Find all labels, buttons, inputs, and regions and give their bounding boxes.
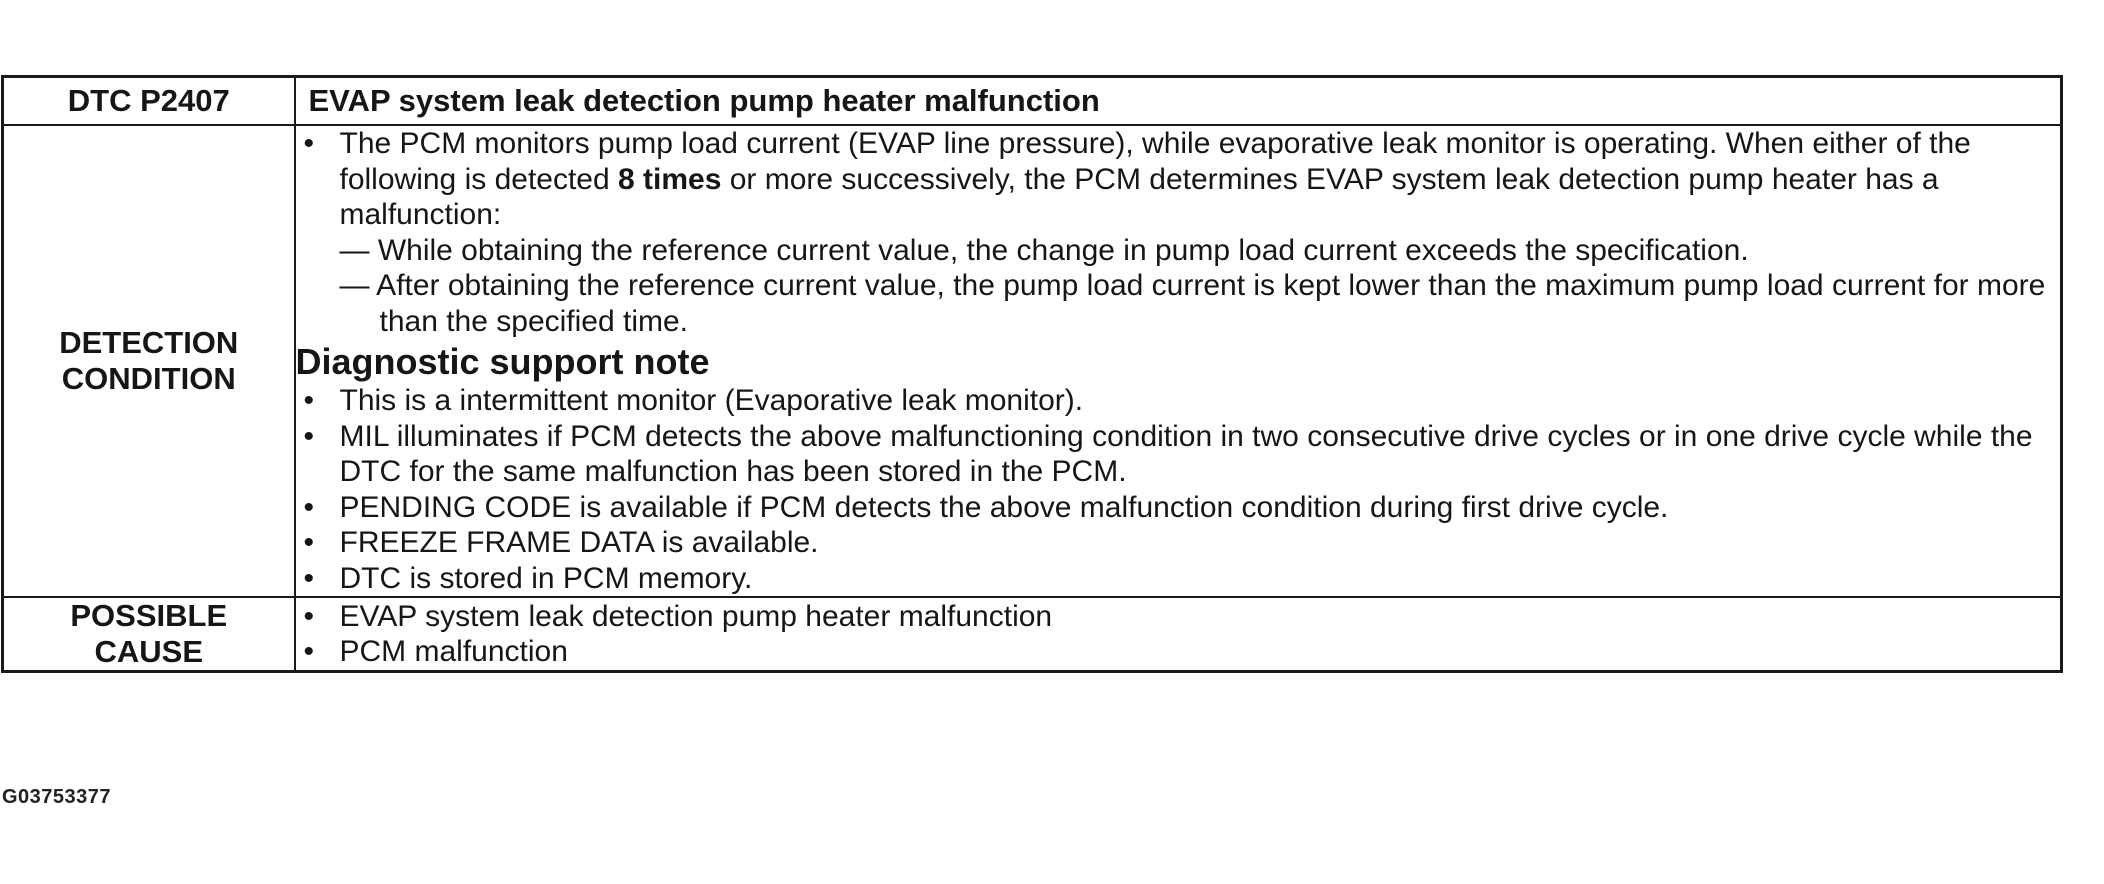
detection-condition-content — [295, 125, 2062, 597]
note-text: PENDING CODE is available if PCM detects the above malfunction condition during first drive cycle. — [339, 490, 1669, 524]
note-item — [296, 525, 2061, 561]
dtc-table — [1, 75, 2063, 673]
note-item — [296, 419, 2061, 490]
detection-bullet-list — [296, 126, 2061, 339]
bullet-icon: • — [303, 599, 315, 633]
detection-condition-label — [3, 125, 295, 597]
detection-text-after: or more successively, the PCM determines EVAP system leak detection pump heater has a malfunction: — [339, 162, 1939, 231]
detection-condition-row — [3, 125, 2062, 597]
dtc-header-row — [3, 77, 2062, 126]
bullet-icon: • — [303, 561, 315, 595]
cause-item — [296, 634, 2061, 670]
note-text: This is a intermittent monitor (Evaporative leak monitor). — [339, 384, 1084, 417]
possible-cause-label — [3, 597, 295, 672]
note-item — [296, 383, 2061, 419]
dash-item: — While obtaining the reference current value, the change in pump load current exceeds the specification. — [339, 233, 1749, 267]
cause-item — [296, 599, 2061, 635]
possible-cause-content — [295, 597, 2062, 672]
dtc-title: EVAP system leak detection pump heater malfunction — [295, 77, 2062, 126]
note-text: MIL illuminates if PCM detects the above malfunctioning condition in two consecutive drive cycles or in one drive cycle while the DTC for the same malfunction has been stored in the PCM. — [339, 419, 2033, 488]
note-text: DTC is stored in PCM memory. — [339, 561, 753, 595]
cause-text: EVAP system leak detection pump heater malfunction — [339, 599, 1053, 633]
detection-label-line1: DETECTION — [59, 325, 239, 360]
note-text: FREEZE FRAME DATA is available. — [339, 526, 819, 559]
bullet-icon: • — [303, 127, 315, 160]
bullet-icon: • — [303, 490, 315, 524]
diagnostic-support-note-heading: Diagnostic support note — [295, 341, 710, 382]
possible-cause-label-line2: CAUSE — [94, 634, 203, 669]
possible-cause-label-line1: POSSIBLE — [70, 598, 228, 633]
figure-code: G03753377 — [2, 786, 112, 808]
note-item — [296, 561, 2061, 597]
possible-cause-list — [296, 599, 2061, 670]
detection-text-before: The PCM monitors pump load current (EVAP line pressure), while evaporative leak monitor is operating. When either of the following is detected — [339, 127, 1971, 196]
dtc-code: DTC P2407 — [3, 77, 295, 126]
bullet-icon: • — [303, 419, 315, 453]
note-item — [296, 490, 2061, 526]
diagnostic-note-list — [296, 383, 2061, 596]
detection-label-line2: CONDITION — [61, 361, 236, 396]
bullet-icon: • — [303, 635, 315, 668]
cause-text: PCM malfunction — [339, 635, 568, 668]
detection-bullet-item — [296, 126, 2061, 339]
dash-item: — After obtaining the reference current value, the pump load current is kept lower than the maximum pump load current for more than the specified time. — [339, 269, 2046, 338]
possible-cause-row — [3, 597, 2062, 672]
bullet-icon: • — [303, 526, 315, 559]
bullet-icon: • — [303, 384, 315, 417]
detection-count-bold: 8 times — [618, 162, 722, 196]
